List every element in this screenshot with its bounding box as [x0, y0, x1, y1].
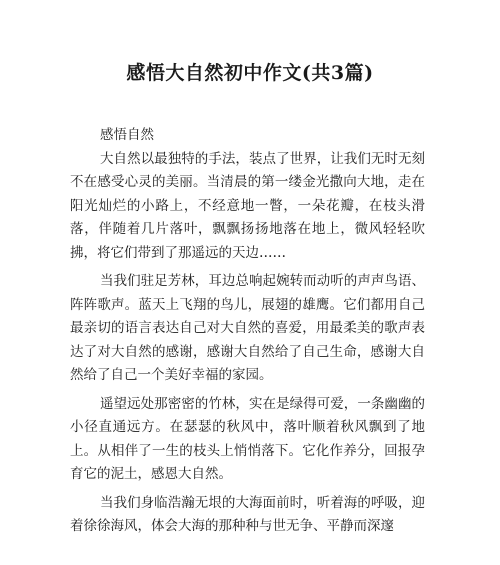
paragraph: 大自然以最独特的手法，装点了世界，让我们无时无刻不在感受心灵的美丽。当清晨的第一缕金光撒向大地，走在阳光灿烂的小路上，不经意地一瞥，一朵花瓣，在枝头滑落，伴随着几片落叶，飘飘扬扬地落在地上，微风轻轻吹拂，将它们带到了那遥远的天边……: [70, 150, 425, 261]
section-subtitle: 感悟自然: [100, 127, 154, 143]
document-title: 感悟大自然初中作文(共3篇): [126, 62, 374, 84]
paragraph: 当我们驻足芳林，耳边总响起婉转而动听的声声鸟语、阵阵歌声。蓝天上飞翔的鸟儿，展翅的雄鹰。它们都用自己最亲切的语言表达自己对大自然的喜爱，用最柔美的歌声表达了对大自然的感谢，感谢大自然给了自己生命，感谢大自然给了自己一个美好幸福的家园。: [70, 273, 425, 383]
paragraph: 当我们身临浩瀚无垠的大海面前时，听着海的呼吸，迎着徐徐海风，体会大海的那种种与世无争、平静而深邃: [70, 494, 425, 534]
document-body: [70, 124, 425, 544]
paragraph: 遥望远处那密密的竹林，实在是绿得可爱，一条幽幽的小径直通远方。在瑟瑟的秋风中，落叶顺着秋风飘到了地上。从相伴了一生的枝头上悄悄落下。它化作养分，回报孕育它的泥土，感恩大自然。: [70, 395, 425, 482]
